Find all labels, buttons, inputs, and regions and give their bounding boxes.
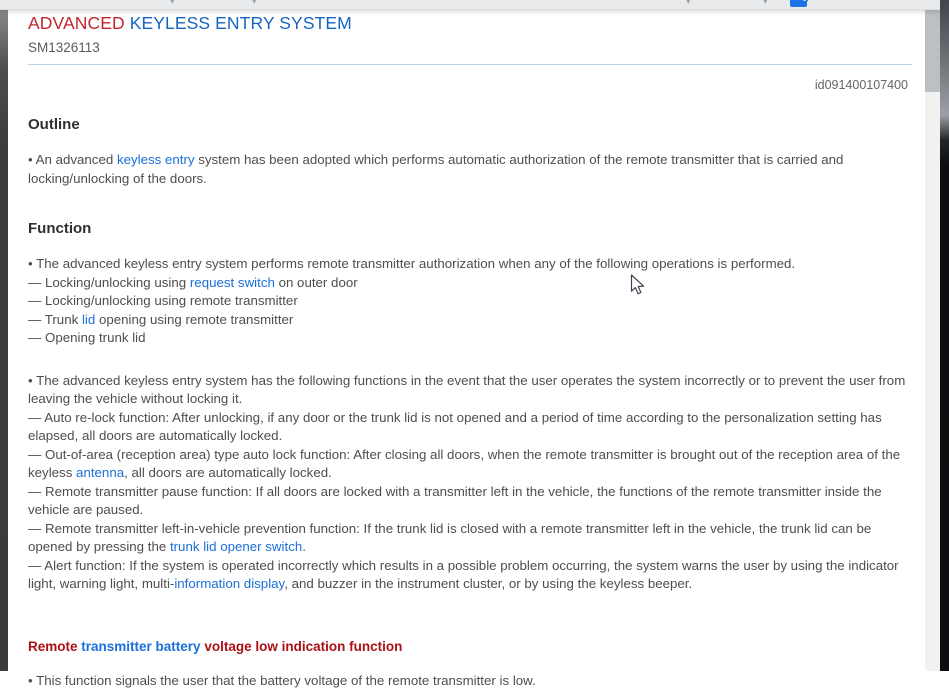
inline-link[interactable]: request switch <box>190 275 275 290</box>
inline-link[interactable]: keyless entry <box>117 152 195 167</box>
paragraph <box>28 520 912 557</box>
text-segment: • The advanced keyless entry system performs remote transmitter authorization when any of the following operations is performed. <box>28 256 795 271</box>
paragraph <box>28 372 912 409</box>
chevron-down-icon[interactable]: ▾ <box>763 0 768 6</box>
inline-link[interactable]: antenna <box>76 465 124 480</box>
spacer <box>28 656 912 672</box>
section-heading: Outline <box>28 115 912 135</box>
inline-link[interactable]: trunk lid opener switch <box>170 539 302 554</box>
document-id: id091400107400 <box>28 78 912 92</box>
text-segment: — Auto re-lock function: After unlocking, if any door or the trunk lid is not opened and a period of time according to the personalization setting has elapsed, all doors are automatically locked. <box>28 410 882 444</box>
text-segment: — Alert function: If the system is operated incorrectly which results in a possible problem occurring, the system warns the user by using the indicator light, warning light, multi- <box>28 558 899 592</box>
chevron-down-icon[interactable]: ▾ <box>252 0 257 6</box>
paragraph <box>28 483 912 520</box>
text-segment: — Remote transmitter pause function: If all doors are locked with a transmitter left in the vehicle, the functions of the remote transmitter inside the vehicle are paused. <box>28 484 882 518</box>
page-title-red-segment: ADVANCED <box>28 13 130 33</box>
text-segment: • An advanced <box>28 152 117 167</box>
scrollbar-thumb[interactable] <box>925 10 940 92</box>
text-segment: opening using remote transmitter <box>95 312 293 327</box>
text-segment: • This function signals the user that the battery voltage of the remote transmitter is low. <box>28 673 536 688</box>
sub-function-heading <box>28 638 912 656</box>
chevron-down-icon[interactable]: ▾ <box>686 0 691 6</box>
paragraph <box>28 409 912 446</box>
spacer <box>28 135 912 151</box>
chevron-down-icon[interactable]: ▾ <box>170 0 175 6</box>
paragraph <box>28 274 912 293</box>
paragraph <box>28 446 912 483</box>
page-title-blue-segment: KEYLESS ENTRY SYSTEM <box>130 13 352 33</box>
spacer <box>28 594 912 638</box>
text-segment: — Opening trunk lid <box>28 330 146 345</box>
text-segment: , and buzzer in the instrument cluster, or by using the keyless beeper. <box>284 576 692 591</box>
spacer <box>28 239 912 255</box>
paragraph <box>28 672 912 690</box>
section-heading: Function <box>28 219 912 239</box>
text-segment: Remote <box>28 639 81 654</box>
text-segment: system has been adopted which performs automatic authorization of the remote transmitter that is carried and locking/unlocking of the doors. <box>28 152 843 186</box>
window-right-edge <box>940 0 949 671</box>
text-segment: — Trunk <box>28 312 82 327</box>
paragraph <box>28 329 912 348</box>
top-toolbar <box>0 0 940 10</box>
paragraph <box>28 255 912 274</box>
text-segment: . <box>302 539 306 554</box>
window-left-edge <box>0 0 8 671</box>
spacer <box>28 348 912 372</box>
text-segment: — Remote transmitter left-in-vehicle prevention function: If the trunk lid is closed with a remote transmitter left in the vehicle, the trunk lid can be opened by pressing the <box>28 521 871 555</box>
paragraph <box>28 151 912 188</box>
paragraph <box>28 311 912 330</box>
text-segment: — Out-of-area (reception area) type auto lock function: After closing all doors, when the remote transmitter is brought out of the reception area of the keyless <box>28 447 900 481</box>
document-page <box>8 10 925 671</box>
document-number: SM1326113 <box>28 40 912 55</box>
text-segment: on outer door <box>275 275 358 290</box>
paragraph <box>28 557 912 594</box>
text-segment: • The advanced keyless entry system has the following functions in the event that the user operates the system incorrectly or to prevent the user from leaving the vehicle without locking it. <box>28 373 905 407</box>
manual-sync-icon[interactable] <box>790 0 814 9</box>
spacer <box>28 188 912 196</box>
text-segment: — Locking/unlocking using remote transmitter <box>28 293 298 308</box>
inline-link[interactable]: lid <box>82 312 95 327</box>
paragraph <box>28 292 912 311</box>
inline-link[interactable]: transmitter battery <box>81 639 200 654</box>
page-title <box>28 13 912 34</box>
text-segment: — Locking/unlocking using <box>28 275 190 290</box>
text-segment: , all doors are automatically locked. <box>124 465 332 480</box>
vertical-scrollbar[interactable] <box>925 10 940 671</box>
header-divider <box>28 64 912 65</box>
inline-link[interactable]: information display <box>174 576 284 591</box>
document-body <box>28 115 912 690</box>
text-segment: voltage low indication function <box>201 639 403 654</box>
